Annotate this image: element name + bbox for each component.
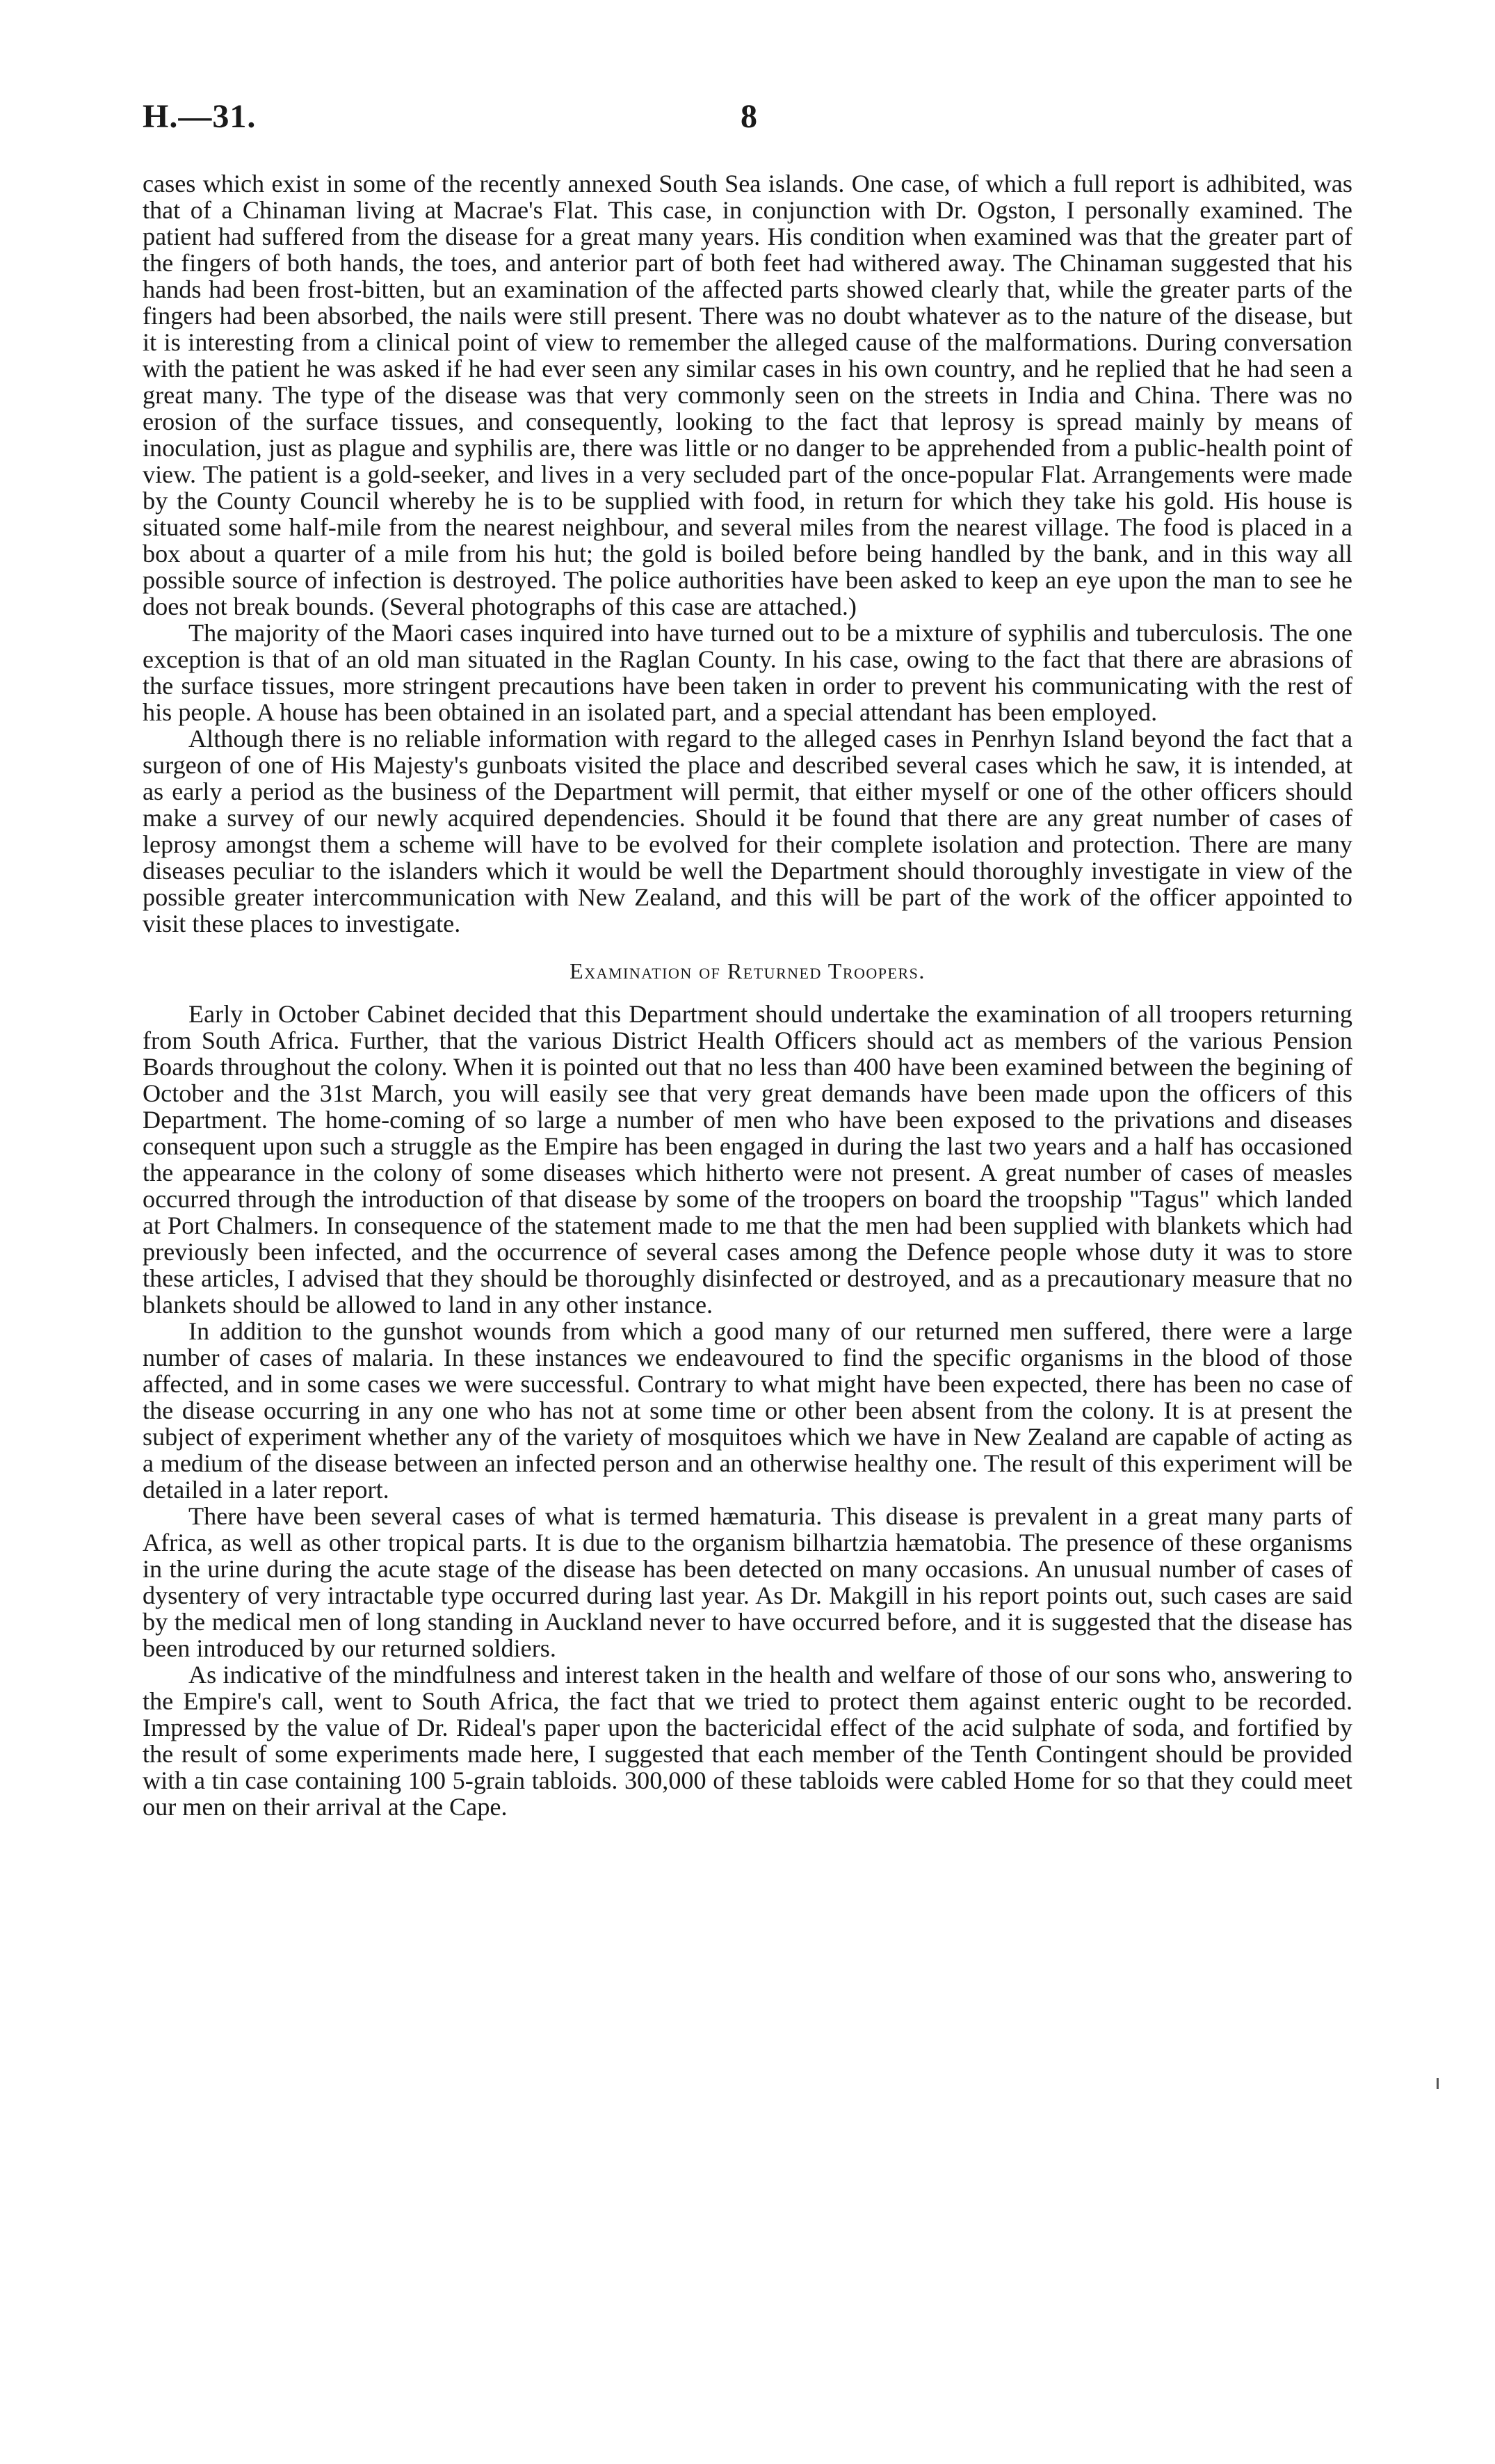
paragraph-penrhyn-island: Although there is no reliable information with regard to the alleged cases in Penrhyn Island beyond the fact that a surgeon of one of His Majesty's gunboats visited the place and described several cases which he saw, it is intended, at as early a period as the business of the Department will permit, that either myself or one of the other officers should make a survey of our newly acquired dependencies. Should it be found that there are any great number of cases of leprosy amongst them a scheme will have to be evolved for their complete isolation and protection. There are many diseases peculiar to the islanders which it would be well the Department should thoroughly investigate in view of the possible greater intercommunication with New Zealand, and this will be part of the work of the officer appointed to visit these places to investigate. [143,725,1352,937]
paragraph-malaria: In addition to the gunshot wounds from which a good many of our returned men suffered, there were a large number of cases of malaria. In these instances we endeavoured to find the specific organisms in the blood of those affected, and in some cases we were successful. Contrary to what might have been expected, there has been no case of the disease occurring in any one who has not at some time or other been absent from the colony. It is at present the subject of experiment whether any of the variety of mosquitoes which we have in New Zealand are capable of acting as a medium of the disease between an infected person and an otherwise healthy one. The result of this experiment will be detailed in a later report. [143,1317,1352,1504]
paragraph-leprosy-chinaman-case: cases which exist in some of the recently annexed South Sea islands. One case, of which a full report is adhibited, was that of a Chinaman living at Macrae's Flat. This case, in conjunction with Dr. Ogston, I personally examined. The patient had suffered from the disease for a great many years. His condition when examined was that the greater part of the fingers of both hands, the toes, and anterior part of both feet had withered away. The Chinaman suggested that his hands had been frost-bitten, but an examination of the affected parts showed clearly that, while the greater parts of the fingers had been absorbed, the nails were still present. There was no doubt whatever as to the nature of the disease, but it is interesting from a clinical point of view to remember the alleged cause of the malformations. During conversation with the patient he was asked if he had ever seen any similar cases in his own country, and he replied that he had seen a great many. The type of the disease was that very commonly seen on the streets in India and China. There was no erosion of the surface tissues, and consequently, looking to the fact that leprosy is spread mainly by means of inoculation, just as plague and syphilis are, there was little or no danger to be apprehended from a public-health point of view. The patient is a gold-seeker, and lives in a very secluded part of the once-popular Flat. Arrangements were made by the County Council whereby he is to be supplied with food, in return for which they take his gold. His house is situated some half-mile from the nearest neighbour, and several miles from the nearest village. The food is placed in a box about a quarter of a mile from his hut; the gold is boiled before being handled by the bank, and in this way all possible source of infection is destroyed. The police authorities have been asked to keep an eye upon the man to see he does not break bounds. (Several photographs of this case are attached.) [143,170,1352,620]
margin-ink-mark [1437,2078,1439,2089]
page-header [143,97,1352,146]
paragraph-maori-cases: The majority of the Maori cases inquired into have turned out to be a mixture of syphilis and tuberculosis. The one exception is that of an old man situated in the Raglan County. In his case, owing to the fact that there are abrasions of the surface tissues, more stringent precautions have been taken in order to prevent his communicating with the rest of his people. A house has been obtained in an isolated part, and a special attendant has been employed. [143,619,1352,726]
paragraph-enteric-protection: As indicative of the mindfulness and interest taken in the health and welfare of those of our sons who, answering to the Empire's call, went to South Africa, the fact that we tried to protect them against enteric ought to be recorded. Impressed by the value of Dr. Rideal's paper upon the bactericidal effect of the acid sulphate of soda, and fortified by the result of some experiments made here, I suggested that each member of the Tenth Contingent should be provided with a tin case containing 100 5-grain tabloids. 300,000 of these tabloids were cabled Home for so that they could meet our men on their arrival at the Cape. [143,1661,1352,1821]
body-text [143,170,1352,1820]
paragraph-haematuria-dysentery: There have been several cases of what is termed hæmaturia. This disease is prevalent in a great many parts of Africa, as well as other tropical parts. It is due to the organism bilhartzia hæmatobia. The presence of these organisms in the urine during the acute stage of the disease has been detected on many occasions. An unusual number of cases of dysentery of very intractable type occurred during last year. As Dr. Makgill in his report points out, such cases are said by the medical men of long standing in Auckland never to have occurred before, and it is suggested that the disease has been introduced by our returned soldiers. [143,1502,1352,1662]
paragraph-trooper-examination: Early in October Cabinet decided that this Department should undertake the examination of all troopers returning from South Africa. Further, that the various District Health Officers should act as members of the various Pension Boards throughout the colony. When it is pointed out that no less than 400 have been examined between the begining of October and the 31st March, you will easily see that very great demands have been made upon the officers of this Department. The home-coming of so large a number of men who have been exposed to the privations and diseases consequent upon such a struggle as the Empire has been engaged in during the last two years and a half has occasioned the appearance in the colony of some diseases which hitherto were not present. A great number of cases of measles occurred through the introduction of that disease by some of the troopers on board the troopship "Tagus" which landed at Port Chalmers. In consequence of the statement made to me that the men had been supplied with blankets which had previously been infected, and the occurrence of several cases among the Defence people whose duty it was to store these articles, I advised that they should be thoroughly disinfected or destroyed, and as a precautionary measure that no blankets should be allowed to land in any other instance. [143,1000,1352,1319]
document-reference: H.—31. [143,98,257,135]
section-heading-returned-troopers: Examination of Returned Troopers. [569,958,926,983]
page-number: 8 [741,98,757,135]
